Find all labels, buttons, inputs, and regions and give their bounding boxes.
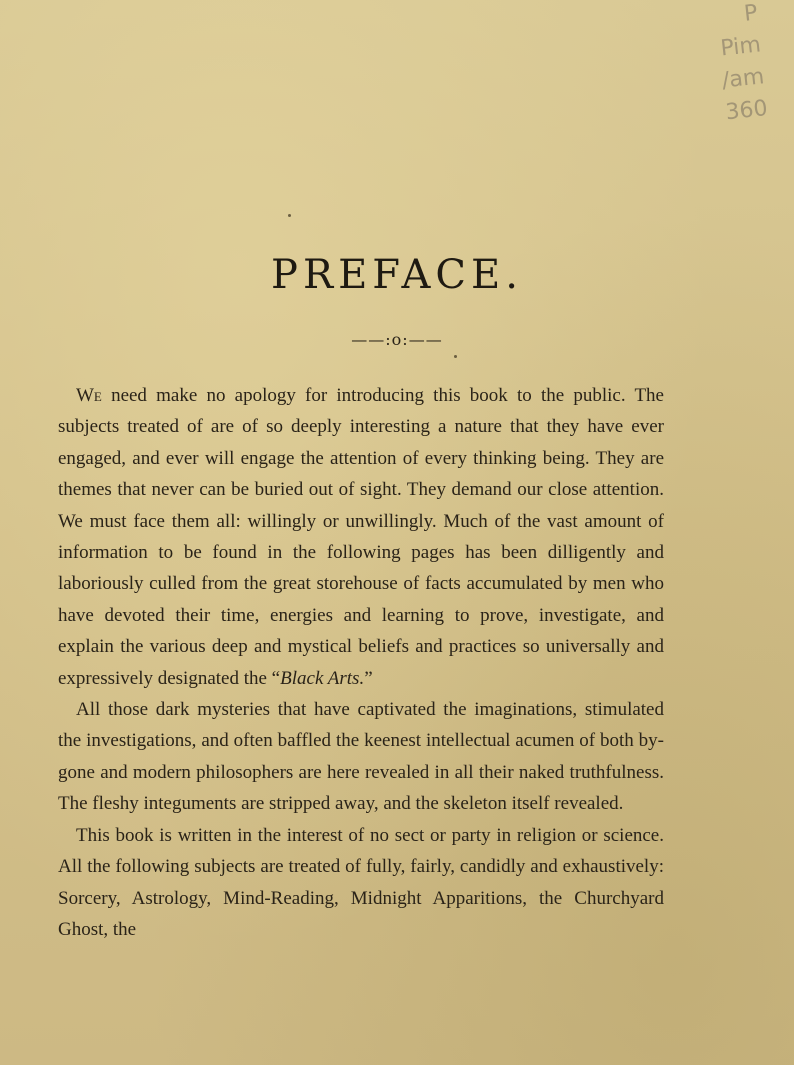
italic-phrase: Black Arts. <box>280 667 365 689</box>
paragraph-text: need make no apology for introducing this book to the public. The subjects treated of are of so deeply interesting a nature that they have ever engaged, and ever will engage the attention of every thinking being. They are themes that never can be buried out of sight. They demand our close attention. We must face them all: willingly or unwillingly. Much of the vast amount of information to be found in the following pages has been dilligently and laboriously culled from the great storehouse of facts accumulated by men who have devoted their time, energies and learning to prove, investigate, and explain the various deep and mystical beliefs and practices so universally and expressively designated the “ <box>58 385 664 689</box>
paragraph-text: All those dark mysteries that have captivated the imaginations, stimulated the investigations, and often baffled the keenest intellectual acumen of both by-gone and modern philosophers are here revealed in all their naked truthfulness. The fleshy integuments are stripped away, and the skeleton itself revealed. <box>58 699 664 815</box>
paragraph-1 <box>58 380 664 694</box>
ink-fleck <box>454 355 457 358</box>
paragraph-3 <box>58 820 664 946</box>
closing-quote: ” <box>364 667 373 689</box>
page-title: PREFACE. <box>271 252 523 298</box>
margin-note-line: 360 <box>724 96 769 126</box>
paragraph-text: This book is written in the interest of no sect or party in religion or science. All the following subjects are treated of fully, fairly, candidly and exhaustively: Sorcery, Astrology, Mind-Reading, Midnight Apparitions, the Churchyard Ghost, the <box>58 824 664 940</box>
ink-fleck <box>288 214 291 217</box>
margin-note-line: Pim <box>719 32 763 62</box>
preface-body <box>58 380 664 945</box>
margin-note-line: /am <box>720 64 766 94</box>
drop-word: We <box>76 385 102 406</box>
paragraph-2 <box>58 694 664 820</box>
margin-note-line: P <box>742 0 759 27</box>
pencil-margin-note <box>627 0 772 160</box>
ornamental-divider: ——:o:—— <box>351 330 443 349</box>
